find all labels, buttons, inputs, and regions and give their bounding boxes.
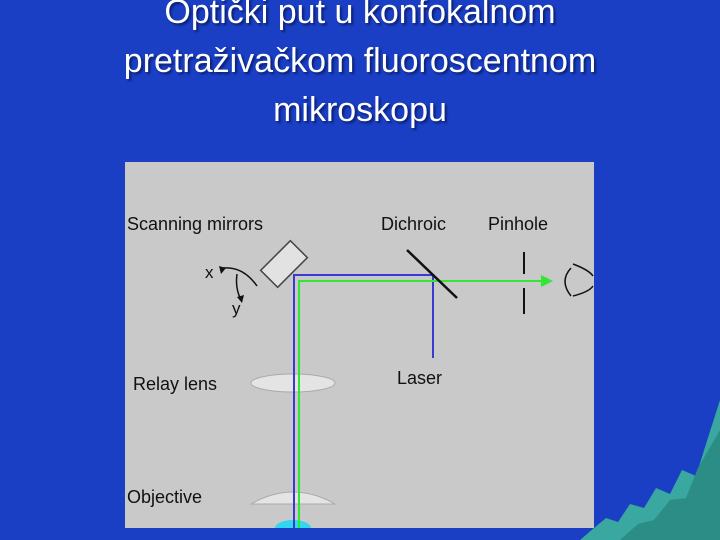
title-line-2: pretraživačkom fluoroscentnom (123, 42, 597, 80)
confocal-diagram (125, 162, 594, 528)
label-x-axis: x (205, 263, 214, 282)
detector-eye-lens-icon (565, 268, 571, 296)
detector-eye-lower-icon (573, 286, 593, 296)
slide-title (0, 0, 720, 135)
corner-decoration (580, 400, 720, 540)
label-relay-lens: Relay lens (133, 374, 218, 394)
label-pinhole: Pinhole (488, 214, 549, 234)
optical-path-svg (125, 162, 594, 528)
detector-eye-icon (573, 264, 593, 276)
emission-arrowhead-icon (541, 275, 553, 287)
label-y-axis: y (232, 299, 241, 318)
emission-beam (299, 281, 543, 528)
label-scanning-mirrors: Scanning mirrors (127, 214, 264, 234)
label-objective: Objective (127, 487, 203, 507)
excitation-beam (294, 275, 433, 528)
label-laser: Laser (397, 368, 443, 388)
label-dichroic: Dichroic (381, 214, 447, 234)
title-line-1: Optički put u konfokalnom (164, 0, 556, 31)
title-line-3: mikroskopu (273, 91, 447, 129)
x-rotation-arrow-icon (223, 268, 257, 286)
